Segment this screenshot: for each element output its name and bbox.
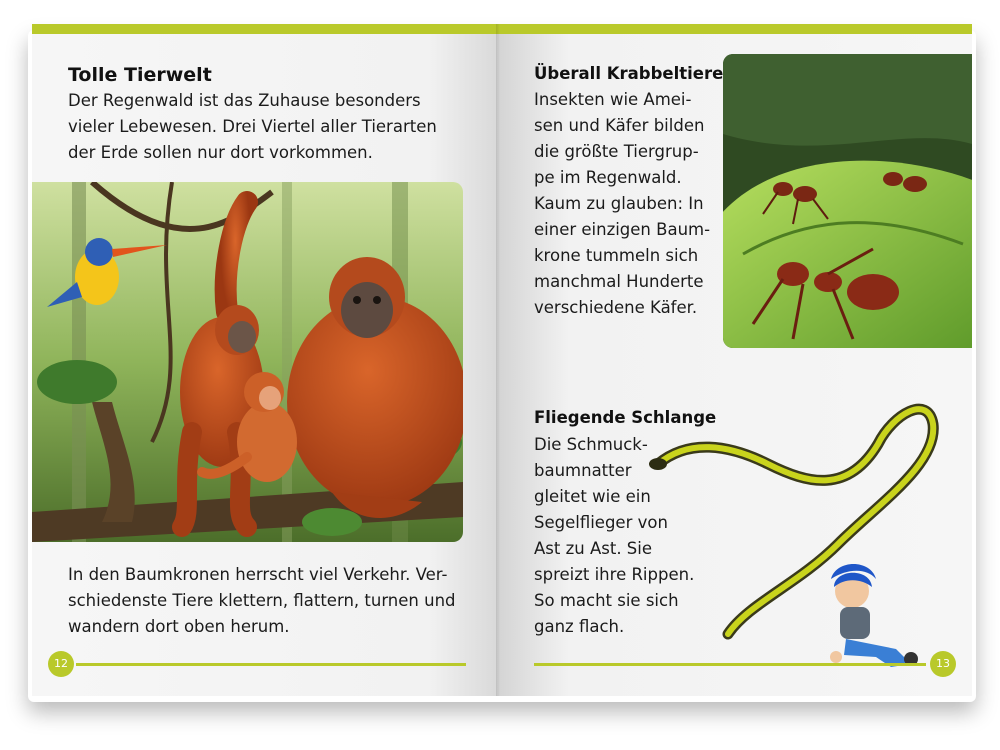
text-line: verschiedene Käfer. xyxy=(534,298,698,317)
text-line: spreizt ihre Rippen. xyxy=(534,565,695,584)
footer-rule xyxy=(76,663,466,666)
intro-line: der Erde sollen nur dort vorkommen. xyxy=(68,143,373,162)
top-accent-bar xyxy=(498,24,972,34)
body-line: wandern dort oben herum. xyxy=(68,617,290,636)
text-line: Die Schmuck- xyxy=(534,435,648,454)
page-number-badge: 12 xyxy=(48,651,74,677)
orangutan-illustration xyxy=(32,182,463,542)
text-line: Kaum zu glauben: In xyxy=(534,194,704,213)
intro-paragraph xyxy=(68,88,437,166)
right-page xyxy=(498,24,972,696)
book-gutter xyxy=(496,24,500,696)
body-paragraph xyxy=(68,562,456,640)
intro-line: vieler Lebewesen. Drei Viertel aller Tierarten xyxy=(68,117,437,136)
insects-paragraph xyxy=(534,87,710,321)
section-heading-snake: Fliegende Schlange xyxy=(534,408,717,427)
text-line: baumnatter xyxy=(534,461,632,480)
text-line: Insekten wie Amei- xyxy=(534,90,692,109)
text-line: manchmal Hunderte xyxy=(534,272,704,291)
text-line: Ast zu Ast. Sie xyxy=(534,539,653,558)
left-page xyxy=(32,24,498,696)
text-line: So macht sie sich xyxy=(534,591,679,610)
footer-rule xyxy=(534,663,926,666)
text-line: die größte Tiergrup- xyxy=(534,142,699,161)
intro-line: Der Regenwald ist das Zuhause besonders xyxy=(68,91,421,110)
child-illustration xyxy=(816,559,926,679)
page-number-badge: 13 xyxy=(930,651,956,677)
section-heading-insects: Überall Krabbeltiere xyxy=(534,64,724,83)
text-line: krone tummeln sich xyxy=(534,246,699,265)
text-line: sen und Käfer bilden xyxy=(534,116,705,135)
ants-illustration xyxy=(723,54,972,348)
text-line: Segelflieger von xyxy=(534,513,668,532)
body-line: In den Baumkronen herrscht viel Verkehr. Ver- xyxy=(68,565,448,584)
top-accent-bar xyxy=(32,24,498,34)
text-line: pe im Regenwald. xyxy=(534,168,682,187)
page-heading: Tolle Tierwelt xyxy=(68,64,212,86)
text-line: ganz flach. xyxy=(534,617,625,636)
body-line: schiedenste Tiere klettern, flattern, turnen und xyxy=(68,591,456,610)
text-line: gleitet wie ein xyxy=(534,487,651,506)
text-line: einer einzigen Baum- xyxy=(534,220,711,239)
